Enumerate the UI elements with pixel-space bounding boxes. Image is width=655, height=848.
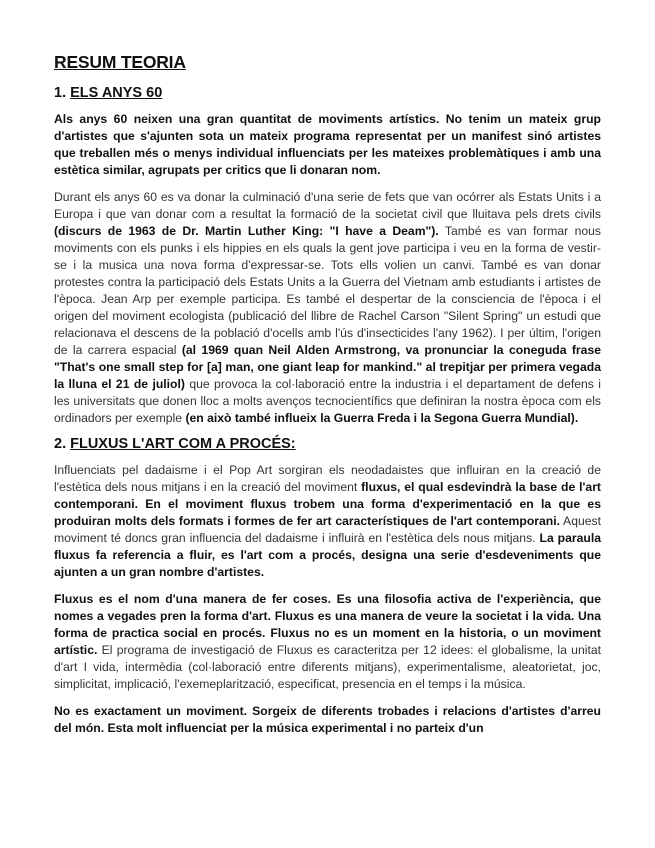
p2-text-e: que provoca la col·laboració entre la industria i el departament de defens i les universitats que donen lloc a molts avenços tecnocientífics que definiran la nostra època com els ordinadors per exemple: [54, 377, 601, 425]
paragraph-2: [54, 189, 601, 427]
p3-text-a: Influenciats pel dadaisme i el Pop Art sorgiran els neodadaistes que influiran en la creació de l'estètica dels nous mitjans i en la creació del moviment: [54, 463, 601, 494]
p3-bold-b: fluxus, el qual esdevindrà la base de l'art contemporani. En el moviment fluxus trobem una forma d'experimentació en la que es produiran molts dels formats i formes de fer art característiques de l'art contemporani.: [54, 480, 601, 528]
paragraph-1-text: Als anys 60 neixen una gran quantitat de moviments artístics. No tenim un mateix grup d'artistes que s'ajunten sota un mateix programa representat per un manifest sinó artistes que treballen més o menys individual influenciats per les mateixes problemàtiques i amb una estètica similar, agrupats per critics que li donaran nom.: [54, 112, 601, 177]
section-2-heading: [54, 436, 601, 452]
section-1-title: ELS ANYS 60: [70, 85, 163, 101]
p2-bold-d: (al 1969 quan Neil Alden Armstrong, va pronunciar la coneguda frase "That's one small step for [a] man, one giant leap for mankind." al trepitjar per primera vegada la lluna el 21 de juliol): [54, 343, 602, 391]
p4-bold-a: Fluxus es el nom d'una manera de fer coses. Es una filosofia activa de l'experiència, que nomes a vegades pren la forma d'art. Fluxus es una manera de veure la societat i la vida. Una forma de practica social en procés. Fluxus no es un moment en la historia, o un moviment artístic.: [54, 592, 601, 657]
section-1-heading: [54, 85, 601, 101]
section-2-title: FLUXUS L'ART COM A PROCÉS:: [70, 436, 296, 452]
p4-text-b: El programa de investigació de Fluxus es caracteritza per 12 idees: el globalisme, la unitat d'art I vida, intermèdia (col·laboració entre diferents mitjans), experimentalisme, aleatorietat, joc, simplicitat, implicació, l'exemeplarització, especificat, presencia en el temps i la música.: [54, 643, 601, 691]
section-2-number: 2.: [54, 436, 67, 452]
p3-text-c: Aquest moviment té doncs gran influencia del dadaisme i influirà en l'estètica dels nous mitjans.: [54, 514, 602, 545]
document-page: [54, 52, 601, 747]
p2-text-a: Durant els anys 60 es va donar la culminació d'una serie de fets que van ocórrer als Estats Units i a Europa i que van donar com a resultat la formació de la societat civil que lluitava pels drets civils: [54, 190, 601, 221]
p2-bold-b: (discurs de 1963 de Dr. Martin Luther King: "I have a Deam").: [54, 224, 439, 238]
p3-bold-d: La paraula fluxus fa referencia a fluir, es l'art com a procés, designa una serie d'esdeveniments que ajunten a un gran nombre d'artistes.: [54, 531, 602, 579]
paragraph-1: [54, 111, 601, 179]
paragraph-3: [54, 462, 601, 581]
p2-bold-f: (en això també influeix la Guerra Freda i la Segona Guerra Mundial).: [185, 411, 579, 425]
section-1-number: 1.: [54, 85, 67, 101]
p5-bold: No es exactament un moviment. Sorgeix de diferents trobades i relacions d'artistes d'arreu del món. Esta molt influenciat per la música experimental i no parteix d'un: [54, 704, 601, 735]
document-title: RESUM TEORIA: [54, 52, 186, 72]
paragraph-5: [54, 703, 601, 737]
p2-text-c: També es van formar nous moviments con els punks i els hippies en els quals la gent jove participa i veu en la forma de vestir-se i la musica una nova forma d'expressar-se. Tots ells volien un canvi. També es van donar protestes contra la participació dels Estats Units a la Guerra del Vietnam amb estudiants i artistes de l'època. Jean Arp per exemple participa. Es també el despertar de la consciencia de l'època i el origen del moviment ecologista (publicació del llibre de Rachel Carson "Silent Spring" un estudi que relacionava el descens de la població d'ocells amb l'ús d'insecticides l'any 1962). I per últim, l'origen de la carrera espacial: [54, 224, 602, 357]
paragraph-4: [54, 591, 601, 693]
